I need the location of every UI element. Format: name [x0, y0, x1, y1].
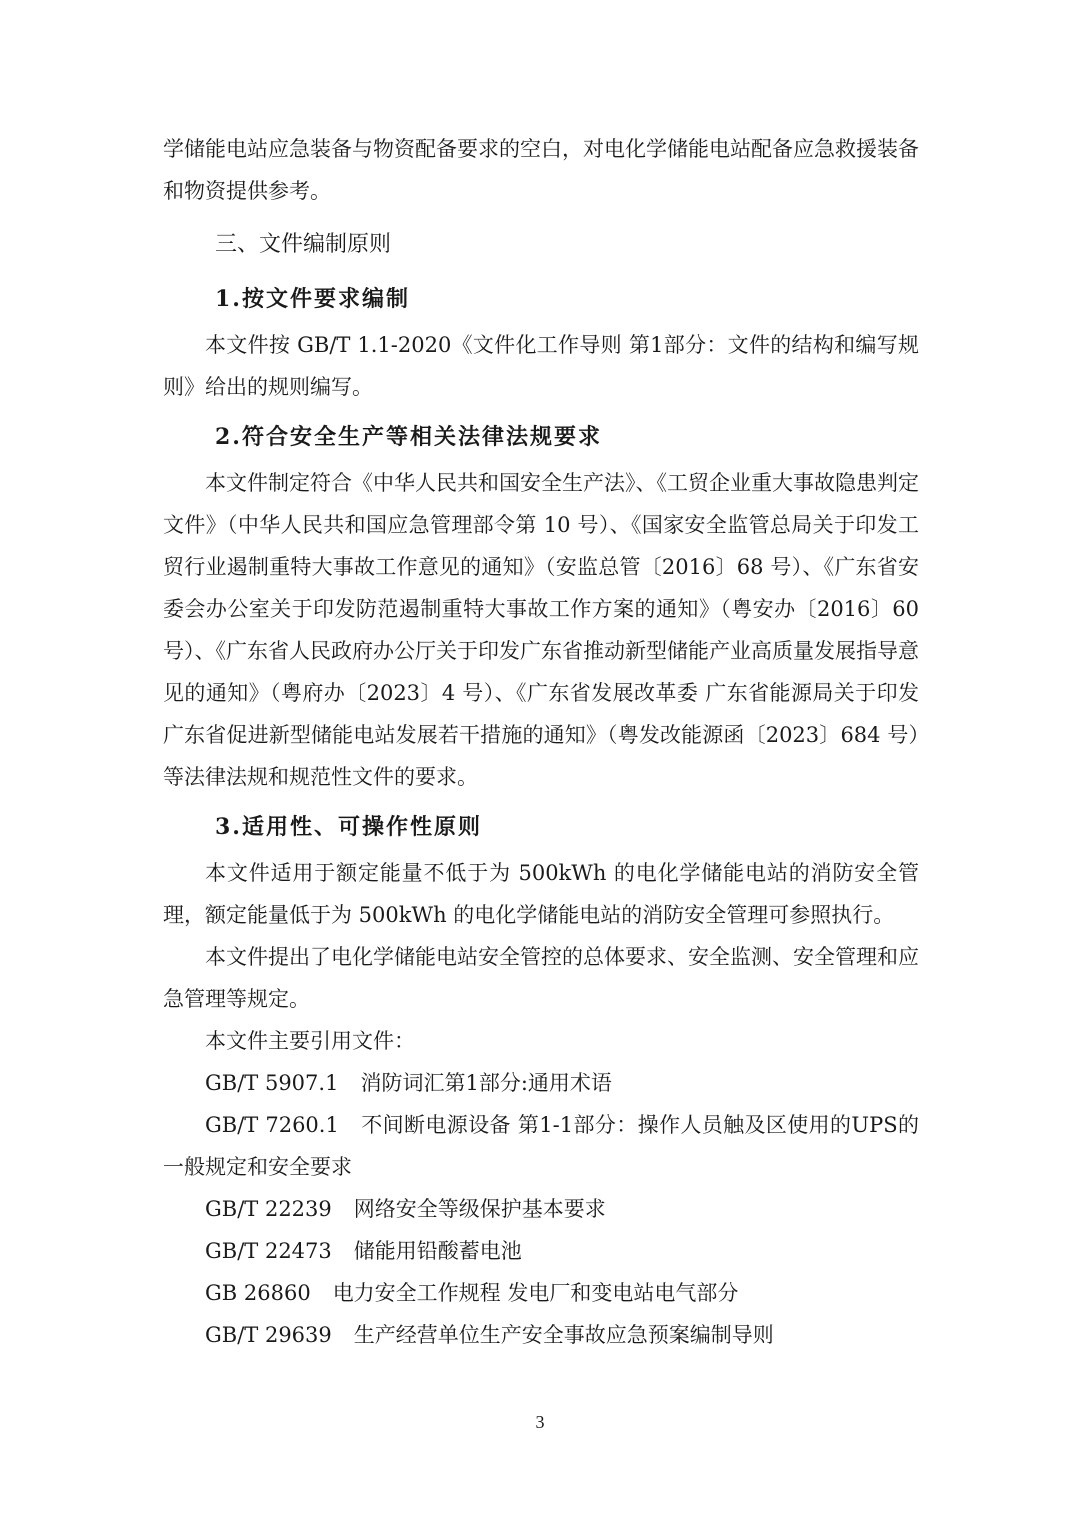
section-heading-principles: 三、文件编制原则	[215, 232, 392, 257]
reference-title: 储能用铅酸蓄电池	[353, 1239, 522, 1263]
reference-code: GB/T 7260.1	[205, 1113, 339, 1137]
reference-code: GB/T 22473	[205, 1239, 332, 1263]
reference-code: GB 26860	[205, 1281, 311, 1305]
reference-title: 网络安全等级保护基本要求	[353, 1197, 606, 1221]
reference-title: 生产经营单位生产安全事故应急预案编制导则	[353, 1323, 774, 1347]
reference-item	[163, 1188, 919, 1230]
reference-item	[163, 1230, 919, 1272]
reference-item	[163, 1272, 919, 1314]
paragraph-laws-regulations: 本文件制定符合《中华人民共和国安全生产法》、《工贸企业重大事故隐患判定文件》（中华人民共和国应急管理部令第 10 号）、《国家安全监管总局关于印发工贸行业遏制重特大事故工作意见的通知》（安监总管〔2016〕68 号）、《广东省安委会办公室关于印发防范遏制重特大事故工作方案的通知》（粤安办〔2016〕60 号）、《广东省人民政府办公厅关于印发广东省推动新型储能产业高质量发展指导意见的通知》（粤府办〔2023〕4 号）、《广东省发展改革委 广东省能源局关于印发广东省促进新型储能电站发展若干措施的通知》（粤发改能源函〔2023〕684 号）等法律法规和规范性文件的要求。	[163, 471, 919, 789]
reference-item	[163, 1104, 919, 1188]
reference-item	[163, 1062, 919, 1104]
subheading-file-requirements: 1.按文件要求编制	[215, 286, 410, 312]
reference-title: 不间断电源设备 第1-1部分：操作人员触及区使用的UPS的一般规定和安全要求	[163, 1113, 919, 1179]
paragraph-file-requirements: 本文件按 GB/T 1.1-2020《文件化工作导则 第1部分：文件的结构和编写规则》给出的规则编写。	[163, 333, 919, 399]
intro-paragraph-continuation: 学储能电站应急装备与物资配备要求的空白，对电化学储能电站配备应急救援装备和物资提供参考。	[163, 137, 919, 203]
page-number: 3	[535, 1412, 545, 1432]
paragraph-references-intro: 本文件主要引用文件：	[205, 1029, 415, 1053]
reference-title: 消防词汇第1部分:通用术语	[360, 1071, 612, 1095]
reference-code: GB/T 29639	[205, 1323, 332, 1347]
paragraph-applicability-scope: 本文件适用于额定能量不低于为 500kWh 的电化学储能电站的消防安全管理，额定能量低于为 500kWh 的电化学储能电站的消防安全管理可参照执行。	[163, 861, 919, 927]
subheading-applicability: 3.适用性、可操作性原则	[215, 814, 482, 840]
reference-title: 电力安全工作规程 发电厂和变电站电气部分	[332, 1281, 739, 1305]
reference-item	[163, 1314, 919, 1356]
reference-code: GB/T 5907.1	[205, 1071, 339, 1095]
paragraph-applicability-content: 本文件提出了电化学储能电站安全管控的总体要求、安全监测、安全管理和应急管理等规定。	[163, 945, 919, 1011]
reference-list	[163, 1062, 919, 1356]
subheading-laws-regulations: 2.符合安全生产等相关法律法规要求	[215, 424, 602, 450]
reference-code: GB/T 22239	[205, 1197, 332, 1221]
document-body	[163, 128, 919, 1356]
